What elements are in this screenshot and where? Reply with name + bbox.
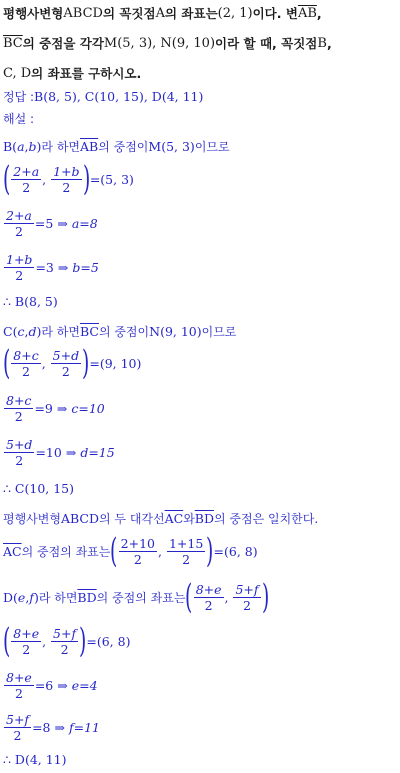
problem-line-1: 평행사변형 ABCD 의 꼭짓점 A 의 좌표는 (2, 1) 이다. 변 $\overline{AB}$ , [3,5,322,21]
diagonal-statement: 평행사변형 ABCD 의 두 대각선 $\overline{AC}$ 와 $\overline{BD}$ 의 중점은 일치한다. [3,511,319,526]
c-equation-2: $\frac{8+c}{2}$ =9 ⇒ c=10 [6,393,105,424]
answer-line: 정답 : B(8, 5), C(10, 15), D(4, 11) [3,89,204,104]
d-equation-1: ( $\frac{8+e}{2}$ , $\frac{5+f}{2}$ ) =(6, 8) [2,621,131,661]
b-intro: B( a , b ) 라 하면 $\overline{AB}$ 의 중점이 M(5, 3) 이므로 [3,139,230,154]
c-intro: C( c , d ) 라 하면 $\overline{BC}$ 의 중점이 N(9, 10) 이므로 [3,324,237,339]
d-intro: D( e , f ) 라 하면 $\overline{BD}$ 의 중점의 좌표는 ( $\frac{8+e}{2}$ , $\frac{5+f}{2}$ ) [3,577,269,617]
d-conclusion: ∴ D(4, 11) [3,752,67,767]
ac-midpoint: $\overline{AC}$ 의 중점의 좌표는 ( $\frac{2+10}{2}$ , $\frac{1+15}{2}$ ) =(6, 8) [3,531,258,571]
b-conclusion: ∴ B(8, 5) [3,294,58,309]
c-equation-3: $\frac{5+d}{2}$ =10 ⇒ d=15 [6,437,115,468]
b-equation-1: ( $\frac{2+a}{2}$ , $\frac{1+b}{2}$ ) =(5, 3) [2,159,134,199]
d-equation-2: $\frac{8+e}{2}$ =6 ⇒ e=4 [6,670,98,701]
problem-line-3: C, D 의 좌표를 구하시오. [3,65,142,81]
b-equation-2: $\frac{2+a}{2}$ =5 ⇒ a=8 [6,208,98,239]
c-equation-1: ( $\frac{8+c}{2}$ , $\frac{5+d}{2}$ ) =(9, 10) [2,343,142,383]
problem-line-2: $\overline{BC}$ 의 중점을 각각 M(5, 3), N(9, 10) 이라 할 때, 꼭짓점 B , [3,35,332,51]
d-equation-3: $\frac{5+f}{2}$ =8 ⇒ f=11 [6,712,100,743]
c-conclusion: ∴ C(10, 15) [3,481,75,496]
solution-label: 해설 : [3,112,35,126]
b-equation-3: $\frac{1+b}{2}$ =3 ⇒ b=5 [6,252,99,283]
